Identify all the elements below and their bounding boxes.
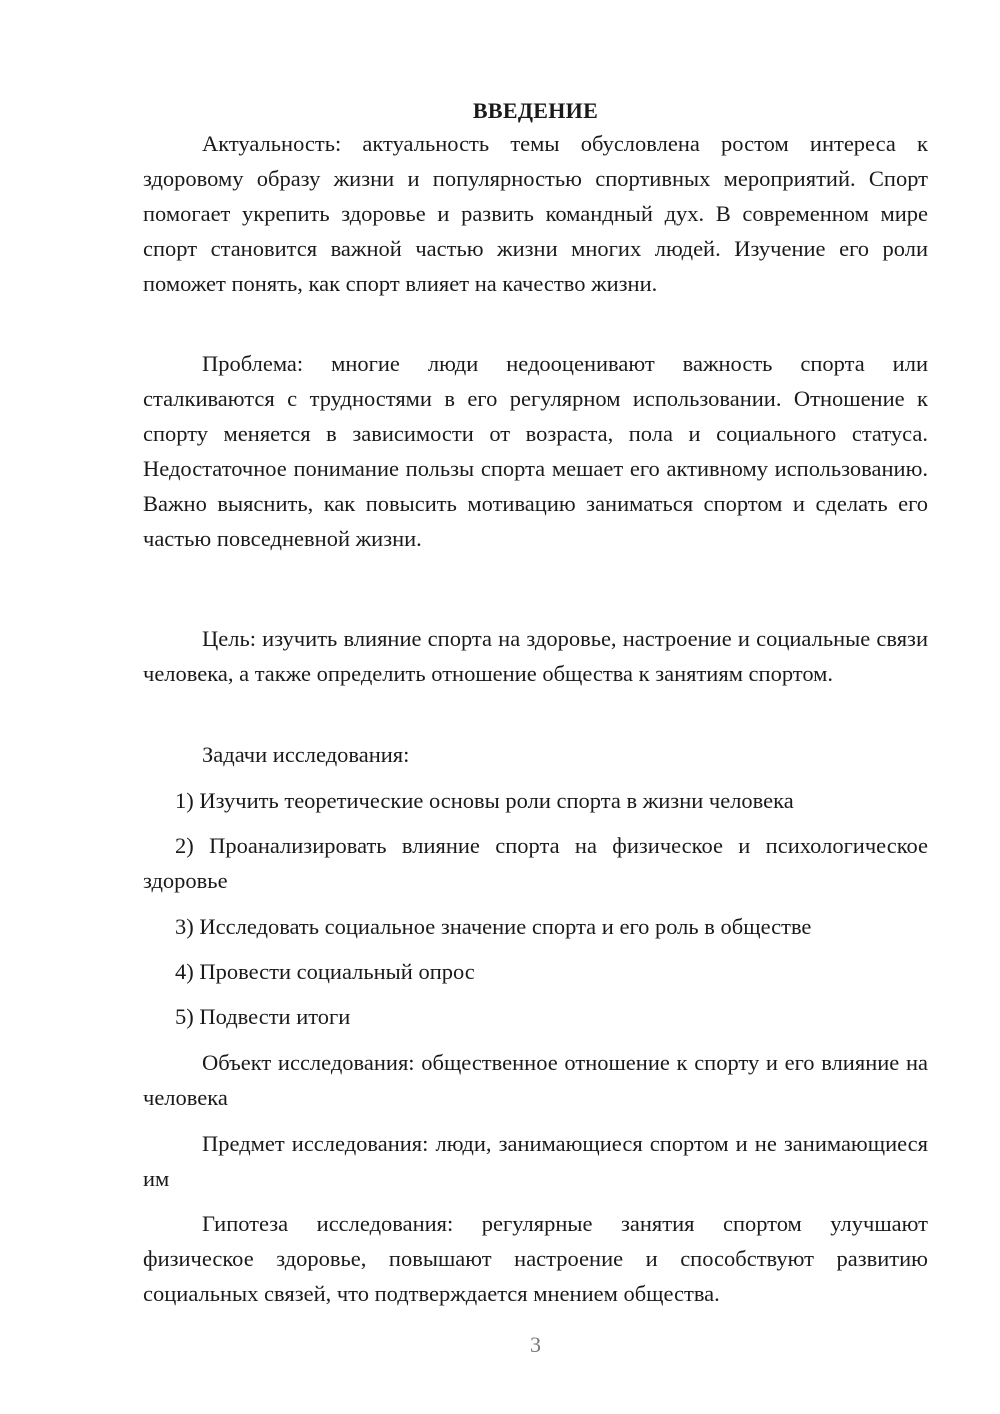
task-item: 2) Проанализировать влияние спорта на физическое и психологическое здоровье <box>143 833 928 893</box>
task-item: 4) Провести социальный опрос <box>175 959 475 984</box>
task-item: 1) Изучить теоретические основы роли спорта в жизни человека <box>175 788 794 813</box>
section-title: ВВЕДЕНИЕ <box>472 98 599 123</box>
subject-paragraph: Предмет исследования: люди, занимающиеся спортом и не занимающиеся им <box>143 1131 928 1191</box>
goal-paragraph: Цель: изучить влияние спорта на здоровье, настроение и социальные связи человека, а также определить отношение общества к занятиям спортом. <box>143 626 928 686</box>
object-paragraph: Объект исследования: общественное отношение к спорту и его влияние на человека <box>143 1050 928 1110</box>
relevance-paragraph: Актуальность: актуальность темы обусловлена ростом интереса к здоровому образу жизни и популярностью спортивных мероприятий. Спорт помогает укрепить здоровье и развить командный дух. В современном мире спорт становится важной частью жизни многих людей. Изучение его роли поможет понять, как спорт влияет на качество жизни. <box>143 131 928 296</box>
page-number: 3 <box>530 1332 541 1357</box>
tasks-heading: Задачи исследования: <box>202 742 410 767</box>
task-item: 5) Подвести итоги <box>175 1004 351 1029</box>
task-item: 3) Исследовать социальное значение спорта и его роль в обществе <box>175 914 812 939</box>
problem-paragraph: Проблема: многие люди недооценивают важность спорта или сталкиваются с трудностями в его регулярном использовании. Отношение к спорту меняется в зависимости от возраста, пола и социального статуса. Недостаточное понимание пользы спорта мешает его активному использованию. Важно выяснить, как повысить мотивацию заниматься спортом и сделать его частью повседневной жизни. <box>143 351 928 551</box>
hypothesis-paragraph: Гипотеза исследования: регулярные занятия спортом улучшают физическое здоровье, повышают настроение и способствуют развитию социальных связей, что подтверждается мнением общества. <box>143 1211 928 1306</box>
